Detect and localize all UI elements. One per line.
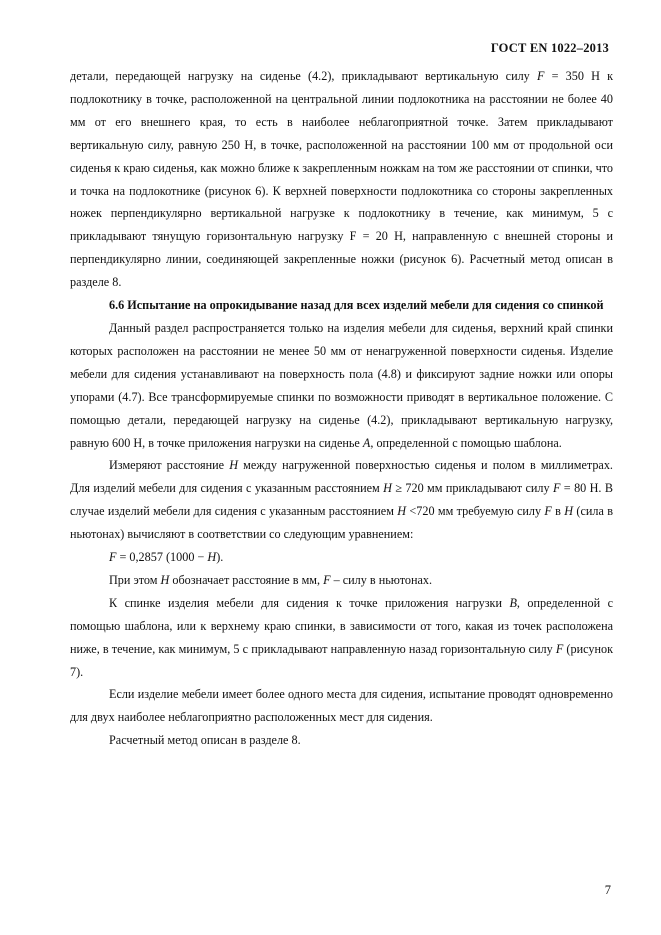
page-content <box>70 65 613 752</box>
equation: F = 0,2857 (1000 − H). <box>109 550 224 565</box>
paragraph-continuation: детали, передающей нагрузку на сиденье (4.2), прикладывают вертикальную силу F = 350 Н к подлокотнику в точке, расположенной на центральной линии подлокотника на расстоянии не более 40 мм от его внешнего края, то есть в наиболее неблагоприятной точке. Затем прикладывают вертикальную силу, равную 250 Н, в точке, расположенной на расстоянии 100 мм от продольной оси сиденья к краю сиденья, как можно ближе к закрепленным ножкам на том же расстоянии от спинки, что и точка на подлокотнике (рисунок 6). К верхней поверхности подлокотника со стороны закрепленных ножек перпендикулярно вертикальной нагрузке к подлокотнику в течение, как минимум, 5 с прикладывают тянущую горизонтальную нагрузку F = 20 Н, направленную с внешней стороны и перпендикулярно линии, соединяющей закрепленные ножки (рисунок 6). Расчетный метод описан в разделе 8. <box>70 69 613 290</box>
variable-f: F <box>552 481 561 496</box>
paragraph-backrest-force: К спинке изделия мебели для сидения к точке приложения нагрузки B, определенной с помощью шаблона, или к верхнему краю спинки, в зависимости от того, какая из точек расположена ниже, в течение, как минимум, 5 с прикладывают направленную назад горизонтальную силу F (рисунок 7). <box>70 595 613 679</box>
paragraph-multiple-seats: Если изделие мебели имеет более одного места для сидения, испытание проводят одновременно для двух наиболее неблагоприятно расположенных мест для сидения. <box>70 687 613 725</box>
variable-a: A <box>362 435 371 450</box>
variable-f: F <box>555 641 564 656</box>
variable-h: H <box>564 504 574 519</box>
variable-f: F <box>323 572 331 587</box>
paragraph-scope: Данный раздел распространяется только на изделия мебели для сиденья, верхний край спинки которых расположен на расстоянии не менее 50 мм от ненагруженной поверхности сиденья. Изделие мебели для сидения устанавливают на поверхность пола (4.8) и фиксируют задние ножки или опоры упорами (4.7). Все трансформируемые спинки по возможности приводят в вертикальное положение. С помощью детали, передающей нагрузку на сиденье (4.2), прикладывают вертикальную нагрузку, равную 600 Н, в точке приложения нагрузки на сиденье A, определенной с помощью шаблона. <box>70 320 613 450</box>
page-number: 7 <box>604 883 611 897</box>
variable-f: F <box>536 69 545 83</box>
variable-h: H <box>397 504 407 519</box>
variable-h: H <box>383 481 392 496</box>
variable-f: F <box>544 504 552 519</box>
paragraph-definitions: При этом H обозначает расстояние в мм, F – силу в ньютонах. <box>109 572 433 587</box>
variable-h: H <box>229 458 239 473</box>
variable-b: B <box>509 595 517 610</box>
variable-h: H <box>160 572 170 587</box>
paragraph-measure: Измеряют расстояние H между нагруженной поверхностью сиденья и полом в миллиметрах. Для изделий мебели для сидения с указанным расстоянием H ≥ 720 мм прикладывают силу F = 80 Н. В случае изделий мебели для сидения с указанным расстоянием H <720 мм требуемую силу F в H (сила в ньютонах) вычисляют в соответствии со следующим уравнением: <box>70 458 613 542</box>
variable-f: F <box>109 550 117 565</box>
variable-h: H <box>207 550 217 565</box>
document-header: ГОСТ EN 1022–2013 <box>490 41 609 55</box>
section-title: 6.6 Испытание на опрокидывание назад для всех изделий мебели для сидения со спинкой <box>109 298 604 313</box>
paragraph-calc-method: Расчетный метод описан в разделе 8. <box>109 733 301 748</box>
